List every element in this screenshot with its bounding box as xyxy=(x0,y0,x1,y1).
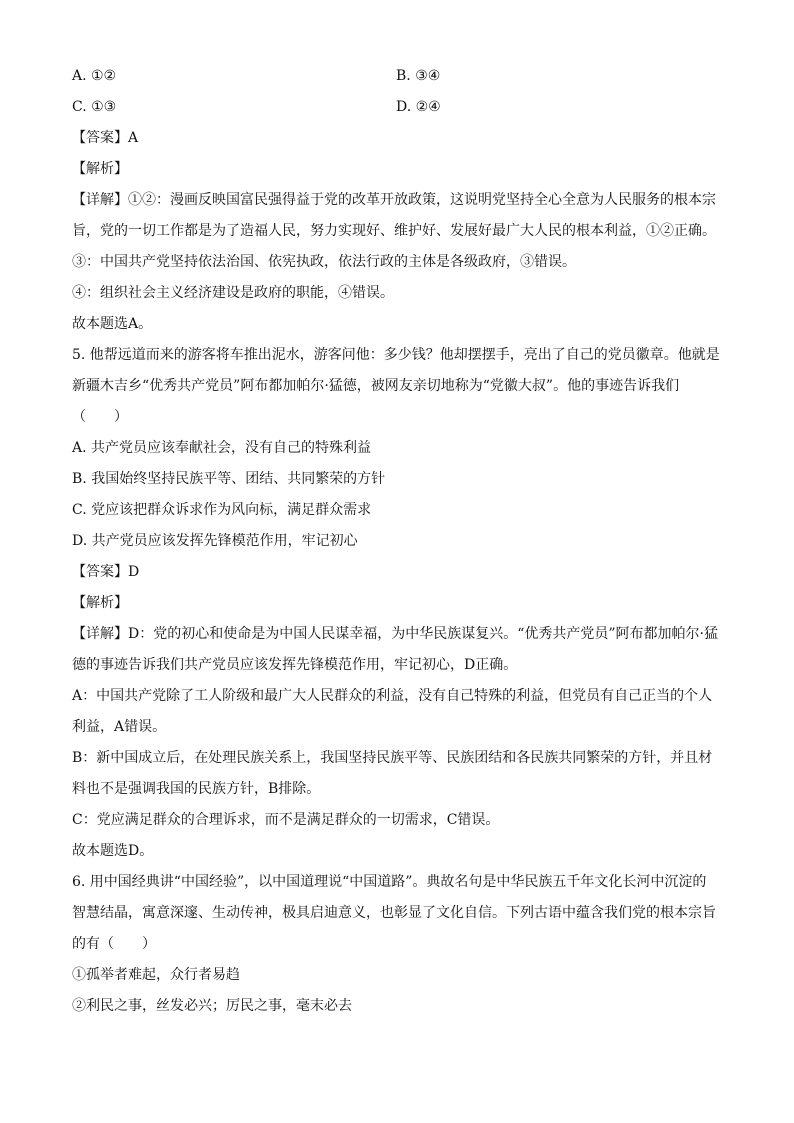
text-line: 智慧结晶，寓意深邃、生动传神，极具启迪意义，也彰显了文化自信。下列古语中蕴含我们党的根本宗旨 xyxy=(72,905,716,921)
text-line: 故本题选D。 xyxy=(72,843,154,859)
text-line: 【解析】 xyxy=(72,161,128,177)
text-line: 【解析】 xyxy=(72,595,128,611)
text-line: C：党应满足群众的合理诉求，而不是满足群众的一切需求，C错误。 xyxy=(72,812,500,828)
text-line: 5. 他帮远道而来的游客将车推出泥水，游客问他：多少钱？他却摆摆手，亮出了自己的党员徽章。他就是 xyxy=(72,347,720,363)
text-line: 的有（ ） xyxy=(72,936,156,952)
text-line: 料也不是强调我国的民族方针，B排除。 xyxy=(72,781,321,797)
text-line: C. ①③ xyxy=(72,99,117,115)
text-line: C. 党应该把群众诉求作为风向标，满足群众需求 xyxy=(72,502,372,518)
text-line: 利益，A错误。 xyxy=(72,719,167,735)
text-line: A. ①② xyxy=(72,68,117,84)
text-line: 新疆木吉乡“优秀共产党员”阿布都加帕尔·猛德，被网友亲切地称为“党徽大叔”。他的事迹告诉我们 xyxy=(72,378,680,394)
text-line: （ ） xyxy=(72,409,128,425)
text-line: ③：中国共产党坚持依法治国、依宪执政，依法行政的主体是各级政府，③错误。 xyxy=(72,254,576,270)
text-line: 【详解】①②：漫画反映国富民强得益于党的改革开放政策，这说明党坚持全心全意为人民服务的根本宗 xyxy=(72,192,716,208)
text-line: A：中国共产党除了工人阶级和最广大人民群众的利益，没有自己特殊的利益，但党员有自己正当的个人 xyxy=(72,688,713,704)
text-line: ④：组织社会主义经济建设是政府的职能，④错误。 xyxy=(72,285,394,301)
text-line: ②利民之事，丝发必兴；厉民之事，毫末必去 xyxy=(72,998,352,1014)
text-line: 旨，党的一切工作都是为了造福人民，努力实现好、维护好、发展好最广大人民的根本利益，①②正确。 xyxy=(72,223,716,239)
text-line: D. ②④ xyxy=(396,99,441,115)
text-line: D. 共产党员应该发挥先锋模范作用，牢记初心 xyxy=(72,533,358,549)
text-line: 【答案】A xyxy=(72,130,139,146)
text-line: B. 我国始终坚持民族平等、团结、共同繁荣的方针 xyxy=(72,471,386,487)
text-line: B. ③④ xyxy=(396,68,441,84)
text-line: 【详解】D：党的初心和使命是为中国人民谋幸福，为中华民族谋复兴。“优秀共产党员”阿布都加帕尔·猛 xyxy=(72,626,718,642)
text-line: 6. 用中国经典讲“中国经验”，以中国道理说“中国道路”。典故名句是中华民族五千年文化长河中沉淀的 xyxy=(72,874,707,890)
text-line: A. 共产党员应该奉献社会，没有自己的特殊利益 xyxy=(72,440,372,456)
text-line: 【答案】D xyxy=(72,564,140,580)
text-line: 故本题选A。 xyxy=(72,316,153,332)
text-line: B：新中国成立后，在处理民族关系上，我国坚持民族平等、民族团结和各民族共同繁荣的方针，并且材 xyxy=(72,750,713,766)
text-line: 德的事迹告诉我们共产党员应该发挥先锋模范作用，牢记初心，D正确。 xyxy=(72,657,518,673)
text-line: ①孤举者难起，众行者易趋 xyxy=(72,967,240,983)
